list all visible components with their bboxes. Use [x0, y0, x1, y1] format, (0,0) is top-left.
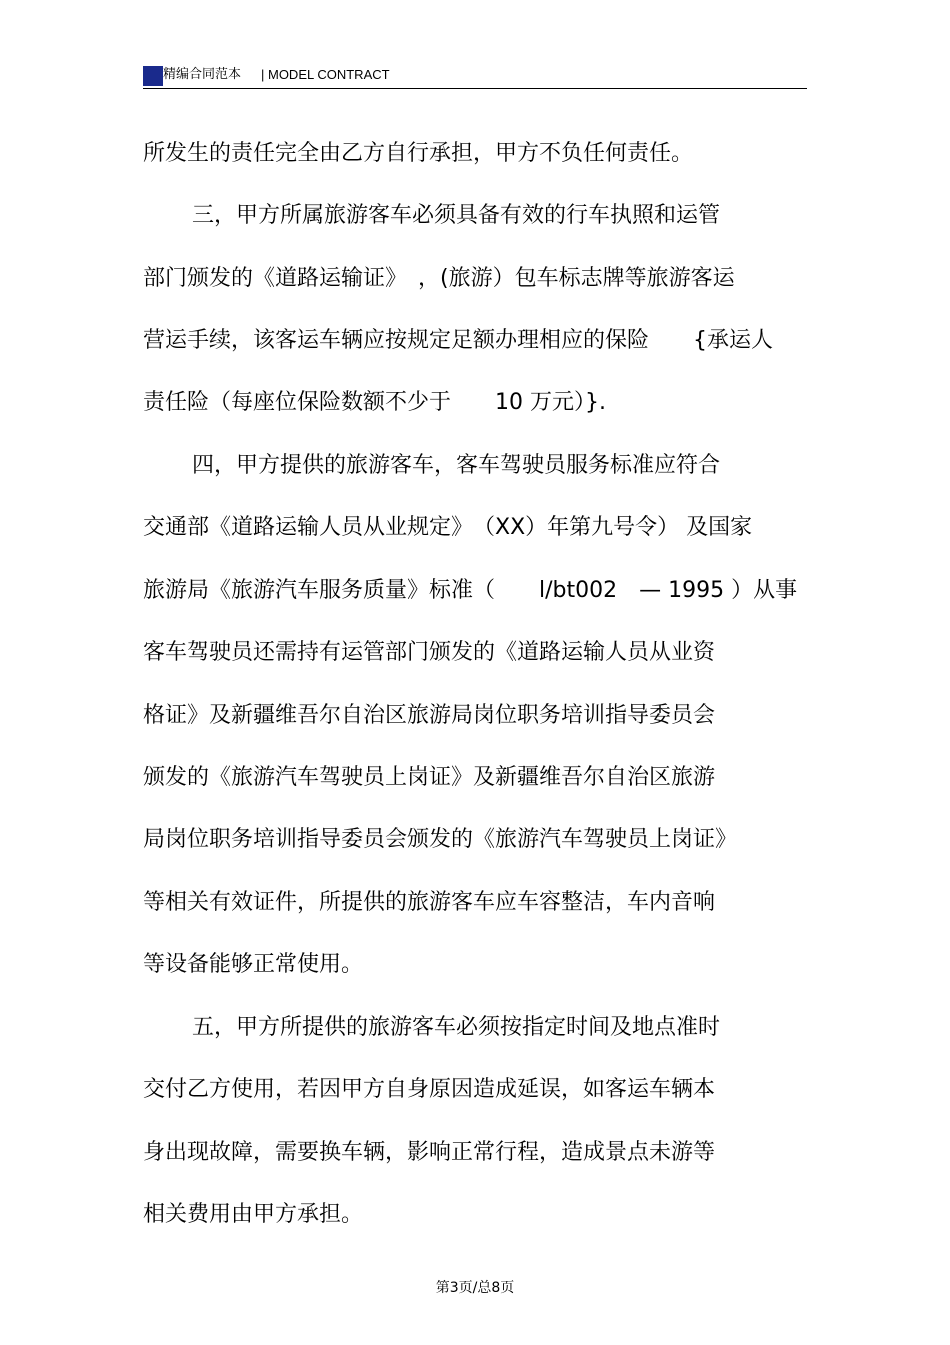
text-line: 等设备能够正常使用。: [143, 952, 364, 977]
text-line: 客车驾驶员还需持有运管部门颁发的《道路运输人员从业资: [143, 640, 716, 665]
text-line: 旅游局《旅游汽车服务质量》标准（ l/bt002 — 1995 ）从事: [143, 578, 798, 603]
header-divider: [143, 88, 807, 89]
text-line: 营运手续，该客运车辆应按规定足额办理相应的保险 {承运人: [143, 328, 773, 353]
text-line: 责任险（每座位保险数额不少于 10 万元）}.: [143, 390, 606, 415]
text-line: 四，甲方提供的旅游客车，客车驾驶员服务标准应符合: [192, 453, 721, 478]
text-line: 等相关有效证件，所提供的旅游客车应车容整洁，车内音响: [143, 890, 716, 915]
page-header: [143, 62, 807, 90]
text-line: 局岗位职务培训指导委员会颁发的《旅游汽车驾驶员上岗证》: [143, 827, 738, 852]
header-title-en: | MODEL CONTRACT: [261, 67, 390, 82]
text-line: 格证》及新疆维吾尔自治区旅游局岗位职务培训指导委员会: [143, 703, 716, 728]
page-number: 第3页/总8页: [435, 1280, 515, 1296]
header-title-cn: 精编合同范本: [163, 67, 242, 82]
text-line: 部门颁发的《道路运输证》 ，(旅游）包车标志牌等旅游客运: [143, 266, 735, 291]
text-line: 交通部《道路运输人员从业规定》 （XX）年第九号令） 及国家: [143, 515, 753, 540]
text-line: 所发生的责任完全由乙方自行承担，甲方不负任何责任。: [143, 141, 694, 166]
text-line: 颁发的《旅游汽车驾驶员上岗证》及新疆维吾尔自治区旅游: [143, 765, 716, 790]
text-line: 五，甲方所提供的旅游客车必须按指定时间及地点准时: [192, 1015, 721, 1040]
text-line: 三，甲方所属旅游客车必须具备有效的行车执照和运管: [192, 203, 721, 228]
text-line: 相关费用由甲方承担。: [143, 1202, 364, 1227]
logo-square-icon: [143, 66, 163, 86]
text-line: 交付乙方使用，若因甲方自身原因造成延误，如客运车辆本: [143, 1077, 716, 1102]
text-line: 身出现故障，需要换车辆，影响正常行程，造成景点未游等: [143, 1140, 716, 1165]
